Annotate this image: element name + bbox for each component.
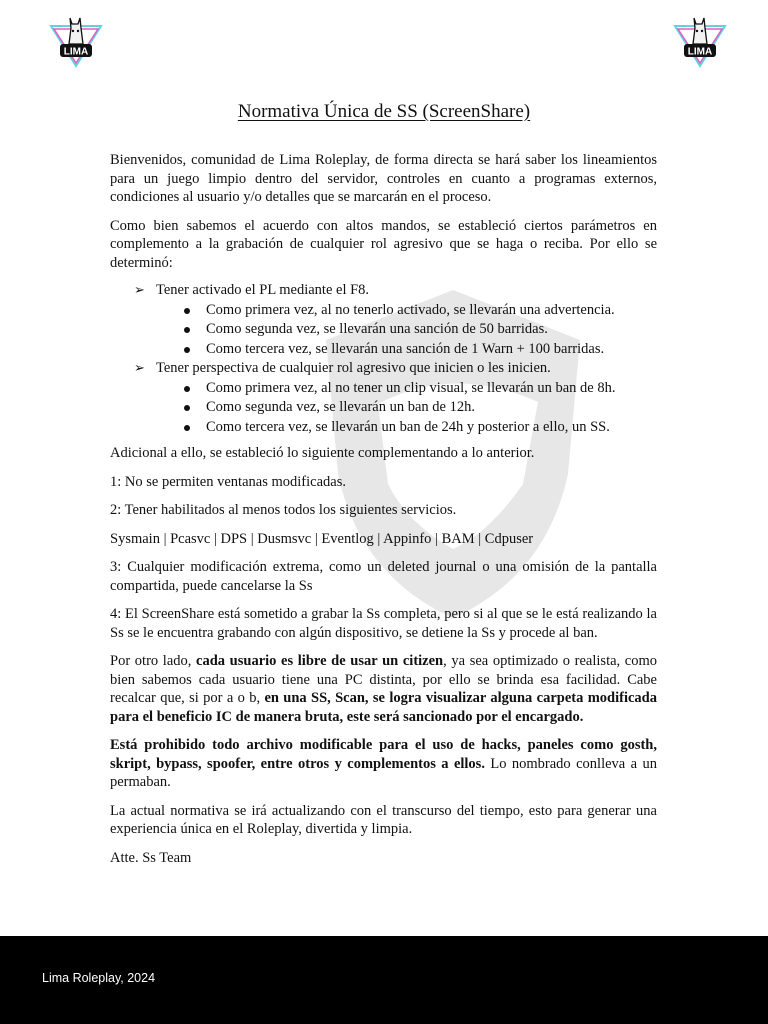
sanction-text: Como segunda vez, se llevarán un ban de 12h. xyxy=(206,399,475,415)
point-4: 4: El ScreenShare está sometido a grabar la Ss completa, pero si al que se le está realizando la Ss se le encuentra grabando con algún dispositivo, se detiene la Ss y procede al ban. xyxy=(110,606,657,641)
citizen-text: Por otro lado, xyxy=(110,653,197,669)
sanction-item xyxy=(184,418,657,437)
sanction-item xyxy=(184,340,657,359)
intro-paragraph: Bienvenidos, comunidad de Lima Roleplay, de forma directa se hará saber los lineamientos para un juego limpio dentro del servidor, controles en cuanto a programas externos, condiciones al usuario y/o detalles que se marcarán en el proceso. xyxy=(110,152,657,205)
lima-logo-icon xyxy=(48,14,104,70)
rule-item xyxy=(134,359,657,436)
bullet-dot-icon xyxy=(184,347,190,353)
citizen-bold: en una SS, Scan, se logra visualizar alguna carpeta modificada para el beneficio IC de manera bruta, este será sancionado por el encargado. xyxy=(110,690,657,725)
services-list: Sysmain | Pcasvc | DPS | Dusmsvc | Eventlog | Appinfo | BAM | Cdpuser xyxy=(110,530,534,547)
rule-item xyxy=(134,281,657,358)
lima-logo-icon xyxy=(672,14,728,70)
sanction-item xyxy=(184,398,657,417)
rule-text: Tener activado el PL mediante el F8. xyxy=(156,282,370,298)
point-1: 1: No se permiten ventanas modificadas. xyxy=(110,473,346,490)
closing-paragraph: La actual normativa se irá actualizando con el transcurso del tiempo, esto para generar una experiencia única en el Roleplay, divertida y limpia. xyxy=(110,802,657,837)
arrow-bullet-icon: ➢ xyxy=(134,360,145,375)
footer-text: Lima Roleplay, 2024 xyxy=(42,971,156,985)
document-title: Normativa Única de SS (ScreenShare) xyxy=(237,101,531,122)
sanctions-list xyxy=(156,301,657,359)
bullet-dot-icon xyxy=(184,386,190,392)
rules-list xyxy=(110,281,657,436)
arrow-bullet-icon: ➢ xyxy=(134,282,145,297)
point-2: 2: Tener habilitados al menos todos los siguientes servicios. xyxy=(110,502,457,518)
logo-text-right: LIMA xyxy=(687,46,713,58)
citizen-text: , ya sea optimizado o realista, como bien sabemos cada usuario tiene una PC distinta, por ello se brinda esa facilidad. Cabe recalcar que, si por a o b, xyxy=(110,653,658,706)
sanction-text: Como tercera vez, se llevarán una sanción de 1 Warn + 100 barridas. xyxy=(206,340,605,357)
bullet-dot-icon xyxy=(184,308,190,314)
additional-paragraph: Adicional a ello, se estableció lo siguiente complementando a lo anterior. xyxy=(110,445,535,461)
sanction-item xyxy=(184,320,657,339)
point-3: 3: Cualquier modificación extrema, como un deleted journal o una omisión de la pantalla compartida, puede cancelarse la Ss xyxy=(110,559,657,594)
citizen-bold: cada usuario es libre de usar un citizen xyxy=(196,653,444,669)
signature: Atte. Ss Team xyxy=(110,849,192,866)
sanction-text: Como primera vez, al no tener un clip visual, se llevarán un ban de 8h. xyxy=(206,379,616,396)
sanction-text: Como segunda vez, se llevarán una sanción de 50 barridas. xyxy=(206,321,548,337)
document-body xyxy=(110,151,657,877)
bullet-dot-icon xyxy=(184,327,190,333)
prohibited-text: Lo nombrado conlleva a un permaban. xyxy=(110,755,657,790)
bullet-dot-icon xyxy=(184,405,190,411)
agreement-paragraph: Como bien sabemos el acuerdo con altos mandos, se estableció ciertos parámetros en complemento a la grabación de cualquier rol agresivo que se haga o reciba. Por ello se determinó: xyxy=(110,217,657,271)
sanction-text: Como primera vez, al no tenerlo activado, se llevarán una advertencia. xyxy=(206,301,615,318)
sanction-item xyxy=(184,379,657,398)
prohibited-bold: Está prohibido todo archivo modificable para el uso de hacks, paneles como gosth, skript, bypass, spoofer, entre otros y complementos a ellos. xyxy=(110,737,657,772)
sanction-text: Como tercera vez, se llevarán un ban de 24h y posterior a ello, un SS. xyxy=(206,418,610,435)
rule-text: Tener perspectiva de cualquier rol agresivo que inicien o les inicien. xyxy=(156,360,551,376)
citizen-paragraph xyxy=(110,652,657,726)
prohibited-paragraph xyxy=(110,736,657,792)
sanctions-list xyxy=(156,379,657,437)
logo-text-left: LIMA xyxy=(63,46,89,58)
bullet-dot-icon xyxy=(184,425,190,431)
sanction-item xyxy=(184,301,657,320)
